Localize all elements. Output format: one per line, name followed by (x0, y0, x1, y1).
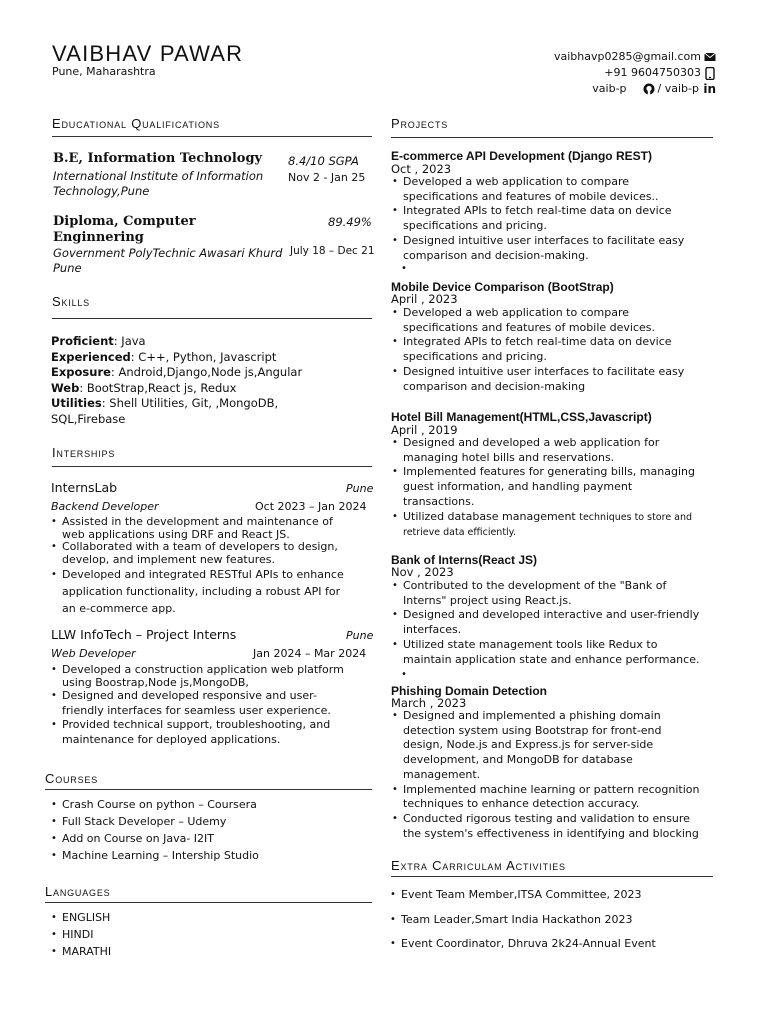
project-title: E-commerce API Development (Django REST) (391, 149, 652, 163)
list-item: • HINDI (50, 926, 250, 943)
contact-social-row (554, 81, 716, 97)
github-text[interactable]: vaib-p (592, 82, 627, 95)
phone-text[interactable]: +91 9604750303 (604, 66, 701, 79)
list-item: • Contributed to the development of the "Bank of Interns" project using React.js. (391, 579, 703, 608)
list-item: • Integrated APIs to fetch real-time data on device specifications and pricing. (391, 335, 691, 364)
project-date: April , 2023 (391, 292, 458, 306)
skills-divider (52, 318, 372, 319)
skill-row (51, 334, 371, 350)
project-title: Bank of Interns(React JS) (391, 553, 538, 567)
skill-label: Exposure (51, 365, 111, 379)
list-item: • Designed and developed responsive and user-friendly interfaces for seamless user experience. (50, 689, 355, 718)
languages-heading: Languages (45, 884, 111, 899)
education-dates: July 18 – Dec 21 (290, 245, 375, 257)
project-bullets (391, 175, 696, 263)
list-item: • Designed intuitive user interfaces to facilitate easy comparison and decision-making (391, 365, 691, 394)
internship-place: Pune (346, 629, 374, 642)
skill-label: Web (51, 380, 80, 395)
project-bullets (391, 579, 703, 667)
list-item: • Crash Course on python – Coursera (50, 796, 360, 813)
internship-bullets (50, 516, 350, 617)
list-item: • Designed and developed interactive and user-friendly interfaces. (391, 608, 703, 637)
project-date: Nov , 2023 (391, 565, 454, 579)
list-item: • Team Leader,Smart India Hackathon 2023 (389, 908, 709, 933)
internship-role: Web Developer (51, 647, 136, 660)
list-item: • Designed and implemented a phishing domain detection system using Bootstrap for front-end design, Node.js and Express.js for server-side development, and MongoDB for database management. (391, 709, 703, 783)
list-item-text: Utilized database management (403, 509, 580, 523)
internship-role: Backend Developer (51, 500, 159, 513)
project-bullets-clip (391, 709, 703, 847)
list-item: • MARATHI (50, 943, 250, 960)
skill-value: : BootStrap,React js, Redux (79, 380, 237, 395)
list-item: • Implemented features for generating bills, managing guest information, and handling payment transactions. (391, 465, 701, 509)
project-bullets (391, 709, 703, 841)
contact-email-row (554, 49, 716, 65)
project-title: Hotel Bill Management(HTML,CSS,Javascript) (391, 410, 652, 424)
envelope-icon (704, 51, 716, 63)
phone-icon (704, 67, 716, 79)
list-item: • Designed intuitive user interfaces to facilitate easy comparison and decision-making. (391, 234, 696, 263)
list-item: • Machine Learning – Intership Studio (50, 847, 360, 864)
education-degree: B.E, Information Technology (53, 151, 263, 166)
internship-bullets (50, 663, 355, 748)
stray-bullet: • (401, 263, 407, 274)
list-item: • Assisted in the development and maintenance of web applications using DRF and React JS. (50, 516, 350, 541)
internship-dates: Oct 2023 – Jan 2024 (255, 500, 367, 513)
languages-divider (45, 902, 372, 903)
project-bullets (391, 306, 691, 394)
list-item-text-small: techniques to store and retrieve data efficiently. (403, 511, 693, 539)
projects-heading: Projects (391, 116, 449, 131)
internship-company: LLW InfoTech – Project Interns (51, 627, 237, 642)
skills-heading: Skills (52, 294, 90, 309)
courses-divider (45, 789, 372, 790)
skill-value: : Java (113, 334, 146, 348)
skill-label: Proficient (51, 334, 114, 348)
education-institute: Government PolyTechnic Awasari Khurd Pune (53, 246, 283, 275)
skill-label: Experienced (51, 349, 131, 364)
extra-divider (391, 876, 713, 877)
education-institute: International Institute of Information Technology,Pune (53, 169, 264, 198)
internship-place: Pune (346, 482, 374, 495)
courses-list (50, 796, 360, 864)
list-item: • Event Team Member,ITSA Committee, 2023 (389, 883, 709, 908)
education-dates: Nov 2 - Jan 25 (288, 171, 366, 184)
list-item: • Developed a web application to compare specifications and features of mobile devices.. (391, 175, 696, 204)
skill-row (51, 365, 371, 381)
list-item: • Developed a web application to compare specifications and features of mobile devices. (391, 306, 691, 335)
github-icon[interactable] (643, 83, 655, 95)
internship-dates: Jan 2024 – Mar 2024 (253, 647, 367, 660)
list-item: • Event Coordinator, Dhruva 2k24-Annual Event (389, 932, 709, 957)
list-item: • Provided technical support, troubleshooting, and maintenance for deployed applications. (50, 718, 355, 747)
education-degree: Diploma, Computer Enginnering (53, 214, 196, 245)
candidate-name: VAIBHAV PAWAR (52, 41, 244, 66)
projects-divider (391, 137, 713, 138)
list-item: • Full Stack Developer – Udemy (50, 813, 360, 830)
skill-value: : Shell Utilities, Git, ,MongoDB, (101, 396, 279, 410)
project-date: Oct , 2023 (391, 162, 452, 176)
linkedin-text[interactable]: / vaib-p (657, 82, 699, 95)
project-date: March , 2023 (391, 696, 467, 710)
list-item: • Implemented machine learning or pattern recognition techniques to enhance detection accuracy. (391, 783, 703, 812)
contact-block (554, 49, 716, 97)
project-title: Mobile Device Comparison (BootStrap) (391, 280, 614, 294)
stray-bullet: • (401, 669, 407, 680)
contact-phone-row (554, 65, 716, 81)
list-item: • Designed and developed a web application for managing hotel bills and reservations. (391, 436, 701, 465)
internship-company: InternsLab (51, 480, 118, 495)
list-item: • Conducted rigorous testing and validation to ensure the system's effectiveness in identifying and blocking (391, 812, 703, 841)
project-date: April , 2019 (391, 423, 458, 437)
list-item: • Integrated APIs to fetch real-time data on device specifications and pricing. (391, 204, 696, 233)
candidate-location: Pune, Maharashtra (52, 65, 156, 78)
skill-row (51, 396, 371, 412)
education-heading: Educational Qualifications (52, 116, 220, 131)
linkedin-icon[interactable]: in (703, 82, 716, 96)
internships-divider (52, 466, 372, 467)
project-title: Phishing Domain Detection (391, 684, 548, 698)
list-item: • Collaborated with a team of developers to design, develop, and implement new features. (50, 541, 350, 566)
skill-row (51, 381, 371, 397)
skill-label: Utilities (51, 396, 102, 410)
list-item (391, 510, 701, 541)
list-item: • Add on Course on Java- I2IT (50, 830, 360, 847)
skills-list (51, 334, 371, 427)
list-item: • Developed and integrated RESTful APIs to enhance application functionality, including a robust API for an e-commerce app. (50, 566, 350, 617)
email-text[interactable]: vaibhavp0285@gmail.com (553, 50, 701, 63)
education-divider (52, 136, 372, 137)
education-score: 8.4/10 SGPA (288, 154, 359, 168)
list-item: • Developed a construction application web platform using Boostrap,Node js,MongoDB, (50, 663, 355, 689)
skill-row (51, 350, 371, 366)
skill-value: : C++, Python, Javascript (130, 349, 277, 364)
skill-row (51, 412, 371, 428)
skill-value: : Android,Django,Node js,Angular (110, 365, 303, 379)
education-score: 89.49% (328, 215, 372, 229)
extra-heading: Extra Carriculam Activities (391, 858, 566, 873)
project-bullets (391, 436, 701, 541)
languages-list (50, 909, 250, 960)
extra-list (389, 883, 709, 957)
internships-heading: Interships (52, 445, 116, 460)
skill-value: SQL,Firebase (51, 411, 126, 426)
list-item: • Utilized state management tools like Redux to maintain application state and enhance performance. (391, 638, 703, 667)
courses-heading: Courses (45, 771, 98, 786)
list-item: • ENGLISH (50, 909, 250, 926)
